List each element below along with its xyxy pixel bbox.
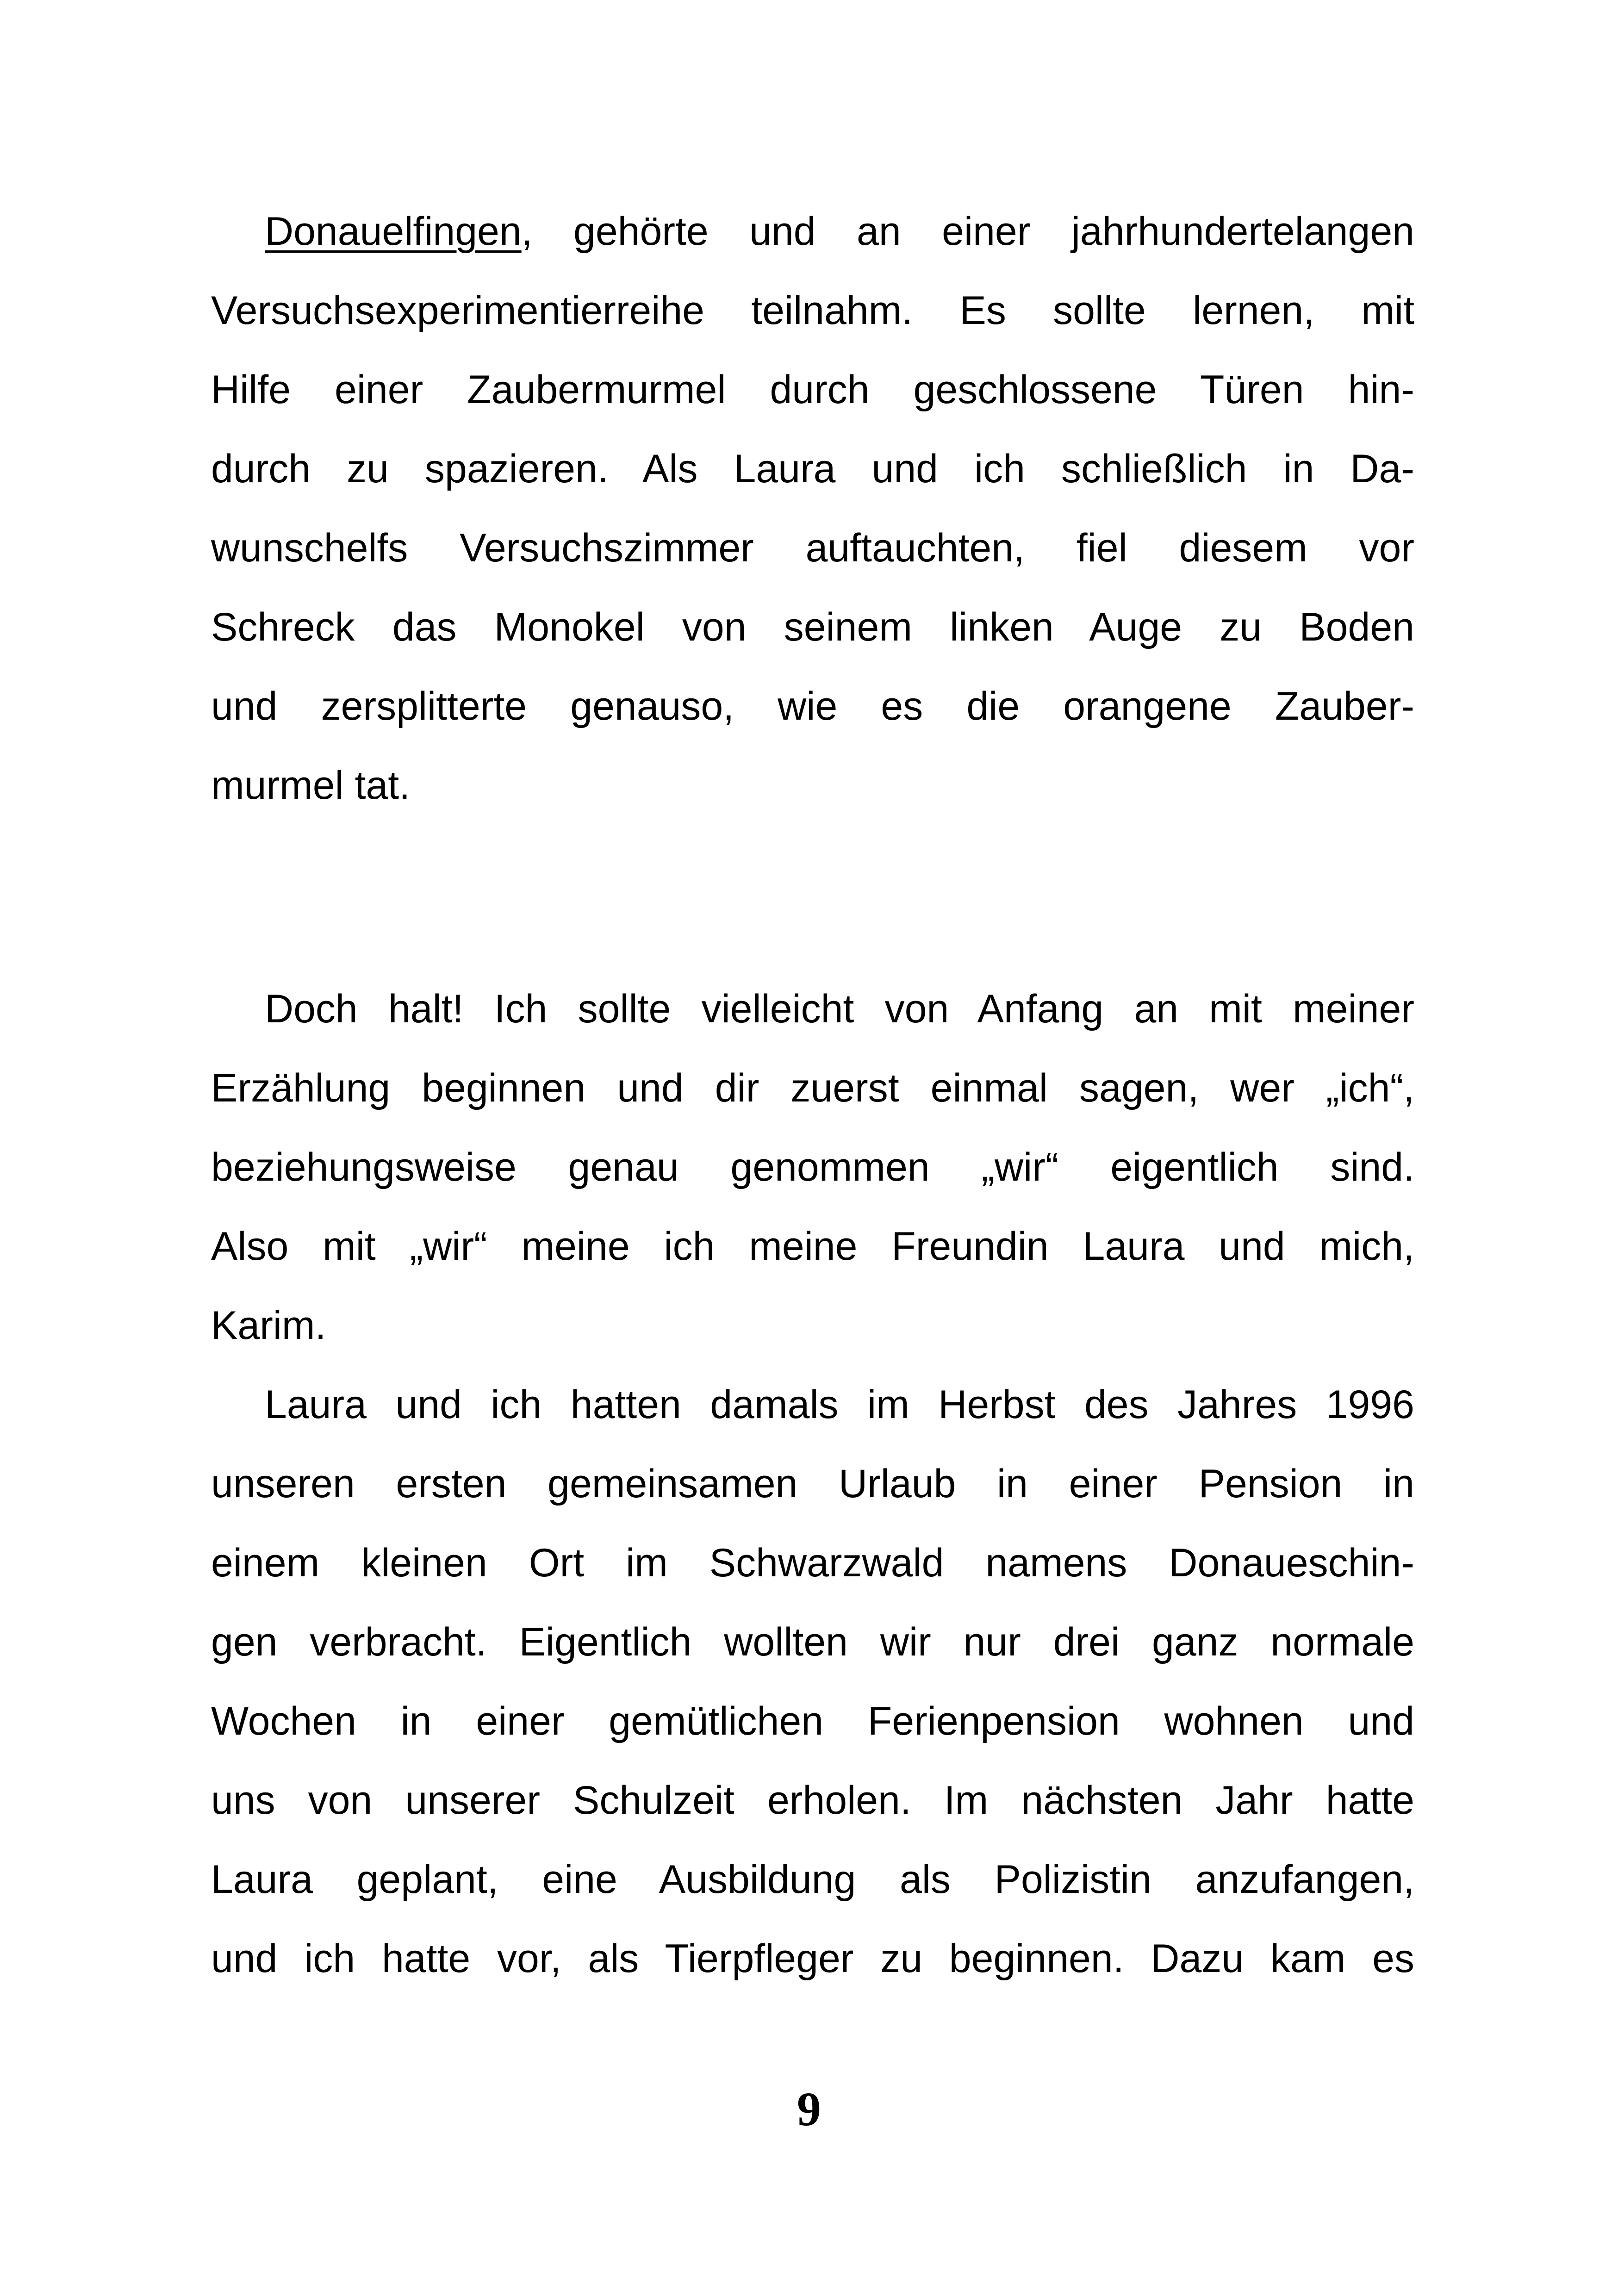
text-line: durch zu spazieren. Als Laura und ich schließlich in Da- [211, 447, 1414, 491]
text-line: Wochen in einer gemütlichen Ferienpension wohnen und [211, 1699, 1414, 1743]
text-line: und zersplitterte genauso, wie es die orangene Zauber- [211, 684, 1414, 728]
text-line: gen verbracht. Eigentlich wollten wir nur drei ganz normale [211, 1620, 1414, 1664]
text-line: Also mit „wir“ meine ich meine Freundin Laura und mich, [211, 1224, 1414, 1269]
text-line: wunschelfs Versuchszimmer auftauchten, fiel diesem vor [211, 526, 1414, 570]
text-line: Laura geplant, eine Ausbildung als Polizistin anzufangen, [211, 1857, 1414, 1902]
text-line: und ich hatte vor, als Tierpfleger zu beginnen. Dazu kam es [211, 1936, 1414, 1981]
text-line-rest: , gehörte und an einer jahrhundertelangen [521, 209, 1414, 254]
paragraph-3 [211, 1365, 1414, 1998]
page-number: 9 [797, 2083, 821, 2136]
text-line [211, 192, 1414, 271]
text-line: murmel tat. [211, 763, 411, 808]
text-line: Schreck das Monokel von seinem linken Auge zu Boden [211, 605, 1414, 649]
paragraph-1 [211, 192, 1414, 825]
text-line: einem kleinen Ort im Schwarzwald namens Donaueschin- [211, 1541, 1414, 1585]
text-line: unseren ersten gemeinsamen Urlaub in einer Pension in [211, 1462, 1414, 1506]
text-line: Doch halt! Ich sollte vielleicht von Anfang an mit meiner [265, 987, 1414, 1031]
underlined-place-name: Donauelfingen [265, 209, 522, 254]
text-line: Laura und ich hatten damals im Herbst des Jahres 1996 [265, 1382, 1414, 1427]
text-line: beziehungsweise genau genommen „wir“ eigentlich sind. [211, 1145, 1414, 1189]
text-line: Versuchsexperimentierreihe teilnahm. Es sollte lernen, mit [211, 288, 1414, 333]
text-line: Erzählung beginnen und dir zuerst einmal sagen, wer „ich“, [211, 1066, 1414, 1110]
text-line: Hilfe einer Zaubermurmel durch geschlossene Türen hin- [211, 367, 1414, 412]
paragraph-2 [211, 970, 1414, 1365]
text-line: Karim. [211, 1303, 326, 1348]
text-line: uns von unserer Schulzeit erholen. Im nächsten Jahr hatte [211, 1778, 1414, 1823]
